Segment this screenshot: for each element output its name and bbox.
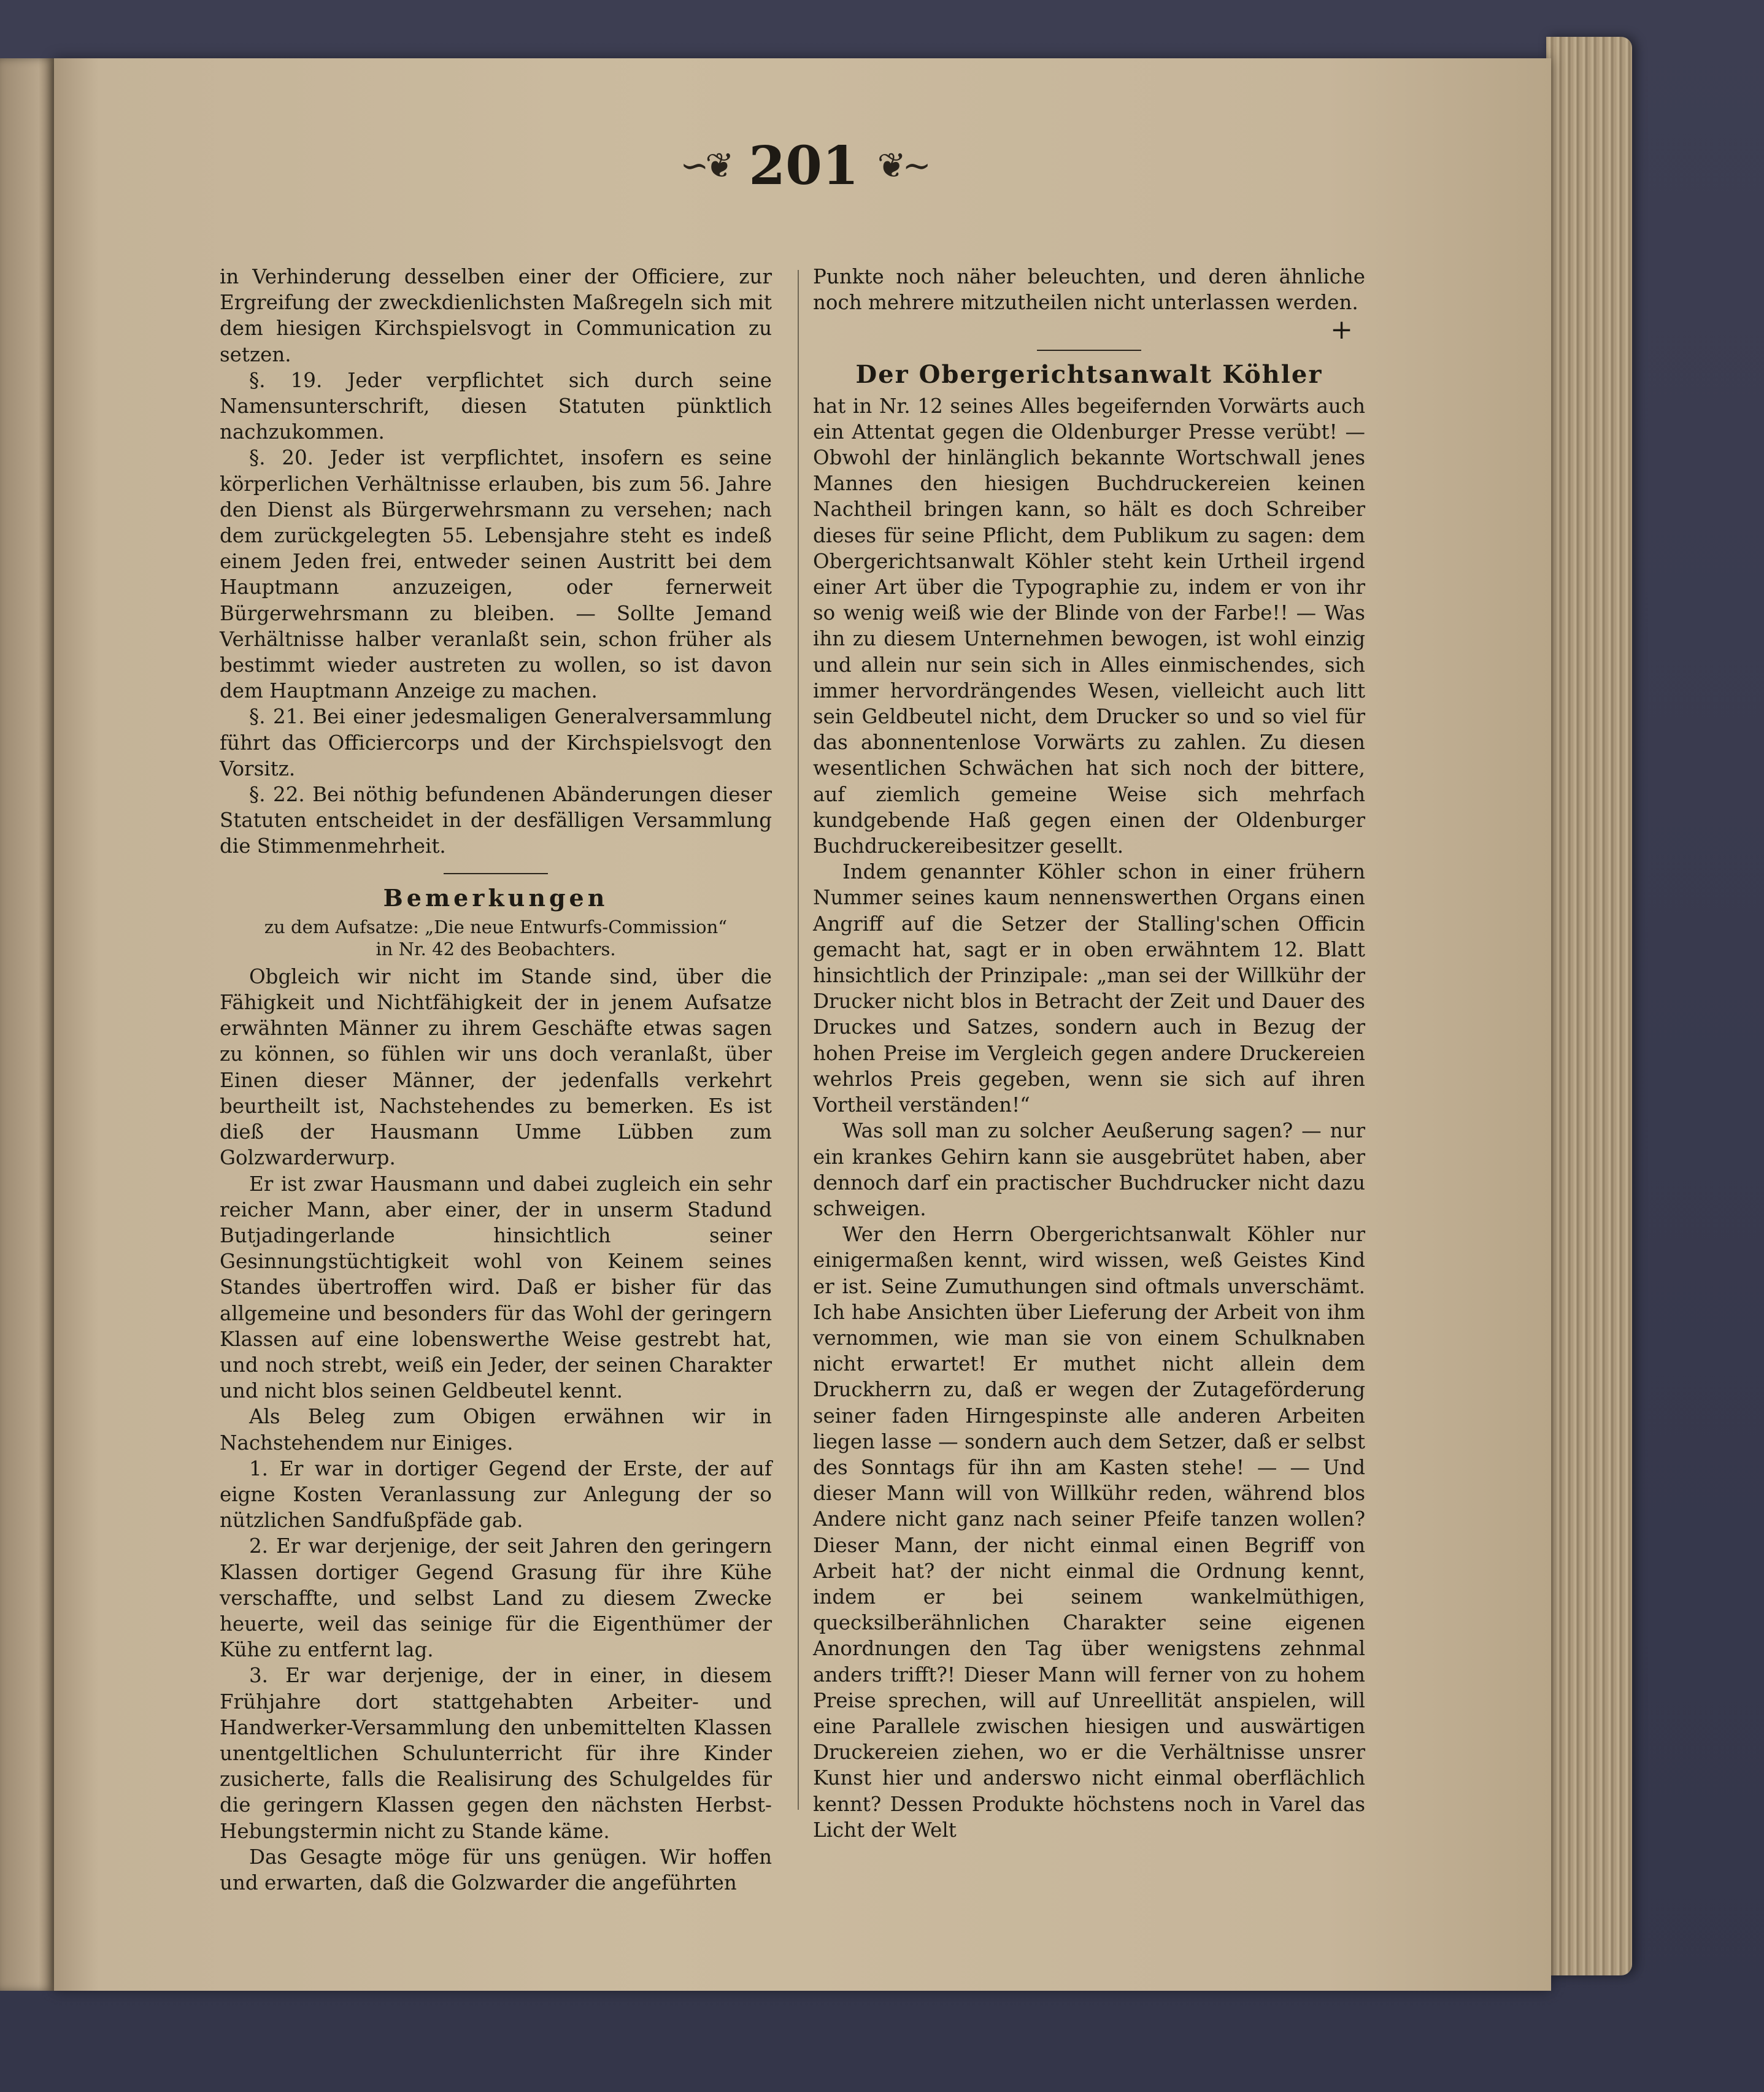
column-divider [798, 270, 799, 1810]
list-item: 2. Er war derjenige, der seit Jahren den geringern Klassen dortiger Gegend Grasung für ihre Kühe verschaffte, und selbst Land zu diesem Zwecke heuerte, weil das seinige für die Eigenthümer der Kühe zu entfernt lag. [220, 1534, 772, 1662]
right-column [813, 264, 1365, 1843]
section-title-koehler: Der Obergerichtsanwalt Köhler [855, 360, 1323, 390]
left-column [220, 264, 772, 1896]
list-item: 3. Er war derjenige, der in einer, in diesem Frühjahre dort stattgehabten Arbeiter- und Handwerker-Versammlung den unbemittelten Klassen unentgeltlichen Schulunterricht für ihre Kinder zusicherte, falls die Realisirung des Schulgeldes für die geringern Klassen gegen den nächsten Herbst-Hebungstermin nicht zu Stande käme. [220, 1664, 772, 1843]
section-divider [444, 873, 548, 874]
facing-page-edge [0, 58, 55, 1991]
paragraph-statute-22: §. 22. Bei nöthig befundenen Abänderungen dieser Statuten entscheidet in der desfälligen Versammlung die Stimmenmehrheit. [220, 783, 772, 858]
paragraph: Das Gesagte möge für uns genügen. Wir hoffen und erwarten, daß die Golzwarder die angeführten [220, 1845, 772, 1894]
page-header [669, 132, 939, 199]
ornament-right-icon: ❦∼ [877, 145, 928, 186]
cross-mark: + [1330, 314, 1353, 346]
paragraph: Indem genannter Köhler schon in einer frühern Nummer seines kaum nennenswerthen Organs einen Angriff auf die Setzer der Stalling'schen Officin gemacht hat, sagt er in oben erwähntem 12. Blatt hinsichtlich der Prinzipale: „man sei der Willkühr der Drucker nicht blos in Betracht der Zeit und Dauer des Druckes und Satzes, sondern auch in Bezug der hohen Preise im Vergleich gegen andere Druckereien wehrlos Preis gegeben, wenn sie sich auf ihren Vortheil verständen!“ [813, 860, 1365, 1117]
paragraph: Als Beleg zum Obigen erwähnen wir in Nachstehendem nur Einiges. [220, 1405, 772, 1455]
page-stack-edge [1546, 37, 1632, 1975]
section-title-bemerkungen: Bemerkungen [383, 883, 609, 912]
paragraph: Punkte noch näher beleuchten, und deren ähnliche noch mehrere mitzutheilen nicht unterlassen werden. [813, 265, 1365, 315]
section-divider [1037, 350, 1141, 351]
page-number: 201 [749, 134, 859, 197]
paragraph: Was soll man zu solcher Aeußerung sagen? — nur ein krankes Gehirn kann sie ausgebrütet haben, aber dennoch darf ein practischer Buchdrucker nicht dazu schweigen. [813, 1119, 1365, 1220]
section-subtitle: in Nr. 42 des Beobachters. [376, 938, 616, 959]
paragraph: Er ist zwar Hausmann und dabei zugleich ein sehr reicher Mann, aber einer, der in unserm Stadund Butjadingerlande hinsichtlich seiner Gesinnungstüchtigkeit wohl von Keinem seines Standes übertroffen wird. Daß er bisher für das allgemeine und besonders für das Wohl der geringern Klassen auf eine lobenswerthe Weise gestrebt hat, und noch strebt, weiß ein Jeder, der seinen Charakter und nicht blos seinen Geldbeutel kennt. [220, 1172, 772, 1403]
section-subtitle: zu dem Aufsatze: „Die neue Entwurfs-Commission“ [264, 916, 728, 937]
paragraph-statute-20: §. 20. Jeder ist verpflichtet, insofern es seine körperlichen Verhältnisse erlauben, bis zum 56. Jahre den Dienst als Bürgerwehrsmann zu versehen; nach dem zurückgelegten 55. Lebensjahre steht es indeß einem Jeden frei, entweder seinen Austritt bei dem Hauptmann anzuzeigen, oder fernerweit Bürgerwehrsmann zu bleiben. — Sollte Jemand Verhältnisse halber veranlaßt sein, schon früher als bestimmt wieder austreten zu wollen, so ist davon dem Hauptmann Anzeige zu machen. [220, 446, 772, 703]
paragraph: Wer den Herrn Obergerichtsanwalt Köhler nur einigermaßen kennt, wird wissen, weß Geistes Kind er ist. Seine Zumuthungen sind oftmals unverschämt. Ich habe Ansichten über Lieferung der Arbeit von ihm vernommen, wie man sie von einem Schulknaben nicht erwartet! Er muthet nicht allein dem Druckherrn zu, daß er wegen der Zutageförderung seiner faden Hirngespinste alle anderen Arbeiten liegen lasse — sondern auch dem Setzer, daß er selbst des Sonntags für ihn am Kasten stehe! — — Und dieser Mann will von Willkühr reden, während blos Andere nicht ganz nach seiner Pfeife tanzen wollen? Dieser Mann, der nicht einmal einen Begriff von Arbeit hat? der nicht einmal die Ordnung kennt, indem er bei seinem wankelmüthigen, quecksilberähnlichen Charakter seine eigenen Anordnungen den Tag über wenigstens zehnmal anders trifft?! Dieser Mann will ferner von zu hohem Preise sprechen, will auf Unreellität anspielen, will eine Parallele zwischen hiesigen und auswärtigen Druckereien ziehen, wo er die Verhältnisse unsrer Kunst hier und anderswo nicht einmal oberflächlich kennt? Dessen Produkte höchstens noch in Varel das Licht der Welt [813, 1223, 1365, 1842]
paragraph-statute-21: §. 21. Bei einer jedesmaligen Generalversammlung führt das Officiercorps und der Kirchspielsvogt den Vorsitz. [220, 705, 772, 780]
paragraph-statute-19: §. 19. Jeder verpflichtet sich durch seine Namensunterschrift, diesen Statuten pünktlich nachzukommen. [220, 368, 772, 444]
ornament-left-icon: ∽❦ [680, 145, 731, 186]
paragraph: in Verhinderung desselben einer der Officiere, zur Ergreifung der zweckdienlichsten Maßregeln sich mit dem hiesigen Kirchspielsvogt in Communication zu setzen. [220, 265, 772, 366]
paragraph: hat in Nr. 12 seines Alles begeifernden Vorwärts auch ein Attentat gegen die Oldenburger Presse verübt! — Obwohl der hinlänglich bekannte Wortschwall jenes Mannes den hiesigen Buchdruckereien keinen Nachtheil bringen kann, so hält es doch Schreiber dieses für seine Pflicht, dem Publikum zu sagen: dem Obergerichtsanwalt Köhler steht kein Urtheil irgend einer Art über die Typographie zu, indem er von ihr so wenig weiß wie der Blinde von der Farbe!! — Was ihn zu diesem Unternehmen bewogen, ist wohl einzig und allein nur sein sich in Alles einmischendes, sich immer hervordrängendes Wesen, vielleicht auch litt sein Geldbeutel nicht, dem Drucker so und so viel für das abonnentenlose Vorwärts zu zahlen. Zu diesen wesentlichen Schwächen hat sich noch der bittere, auf ziemlich gemeine Weise sich mehrfach kundgebende Haß gegen einen der Oldenburger Buchdruckereibesitzer gesellt. [813, 394, 1365, 858]
list-item: 1. Er war in dortiger Gegend der Erste, der auf eigne Kosten Veranlassung zur Anlegung der so nützlichen Sandfußpfäde gab. [220, 1456, 772, 1532]
paragraph: Obgleich wir nicht im Stande sind, über die Fähigkeit und Nichtfähigkeit der in jenem Aufsatze erwähnten Männer zu ihrem Geschäfte etwas sagen zu können, so fühlen wir uns doch veranlaßt, über Einen dieser Männer, der jedenfalls verkehrt beurtheilt ist, Nachstehendes zu bemerken. Es ist dieß der Hausmann Umme Lübben zum Golzwarderwurp. [220, 964, 772, 1170]
